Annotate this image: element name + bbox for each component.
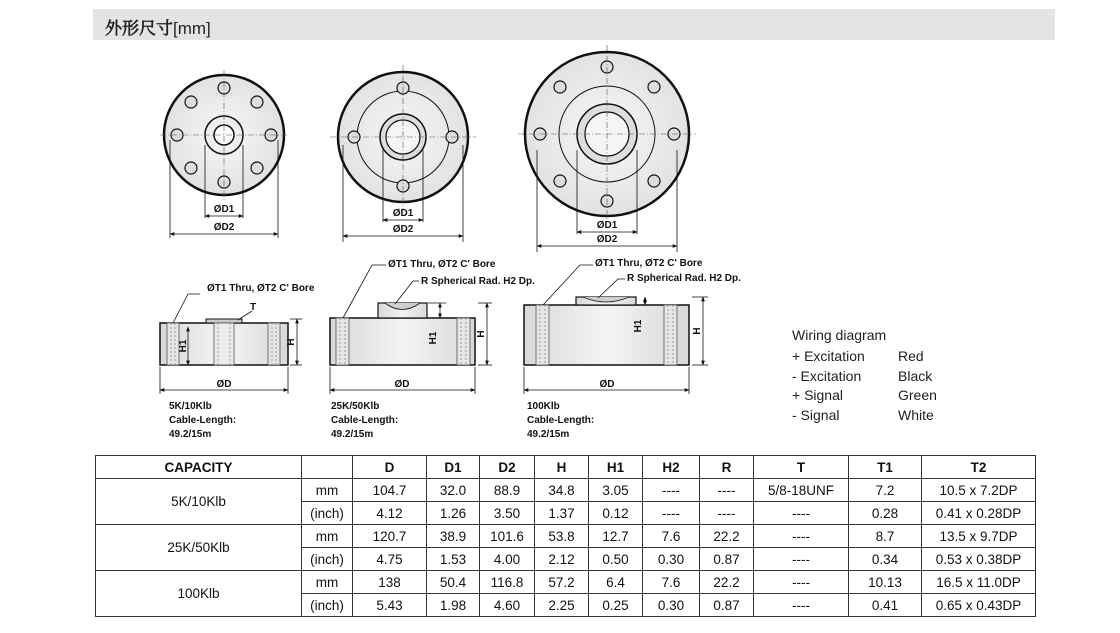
- top-view-3: [518, 45, 696, 252]
- unit-cell: (inch): [302, 548, 353, 571]
- wiring-color: White: [898, 406, 934, 423]
- cell-d2: 4.00: [480, 548, 535, 571]
- table-row: [96, 525, 1036, 548]
- side3-r-label: R Spherical Rad. H2 Dp.: [627, 273, 741, 284]
- cell-h1: 0.50: [589, 548, 643, 571]
- side3-cable-value: 49.2/15m: [527, 429, 570, 440]
- cell-r: 0.87: [700, 594, 754, 617]
- cell-d1: 50.4: [427, 571, 480, 594]
- unit-cell: mm: [302, 479, 353, 502]
- top2-d2-label: ØD2: [392, 224, 414, 235]
- cell-t1: 0.28: [849, 502, 922, 525]
- side1-cable-label: Cable-Length:: [169, 415, 237, 426]
- side2-thru-label: ØT1 Thru, ØT2 C' Bore: [388, 259, 496, 270]
- cell-d: 138: [353, 571, 427, 594]
- unit-cell: mm: [302, 525, 353, 548]
- cell-t: ----: [754, 571, 849, 594]
- cell-t1: 7.2: [849, 479, 922, 502]
- side3-h-label: H: [692, 327, 703, 335]
- cell-h: 2.25: [535, 594, 589, 617]
- cell-t1: 8.7: [849, 525, 922, 548]
- side1-h1-label: H1: [178, 339, 189, 353]
- wiring-diagram: [792, 327, 937, 426]
- unit-cell: mm: [302, 571, 353, 594]
- col-capacity: CAPACITY: [96, 456, 302, 479]
- col-h: H: [535, 456, 589, 479]
- capacity-cell: 25K/50Klb: [96, 525, 302, 571]
- col-r: R: [700, 456, 754, 479]
- wiring-color: Red: [898, 348, 924, 364]
- cell-h2: 0.30: [643, 594, 700, 617]
- title-text: 外形尺寸: [105, 19, 173, 38]
- col-d: D: [353, 456, 427, 479]
- side1-model: 5K/10Klb: [169, 401, 212, 412]
- spec-table: [95, 455, 1036, 617]
- wiring-row: [792, 368, 937, 388]
- capacity-cell: 5K/10Klb: [96, 479, 302, 525]
- cell-h1: 6.4: [589, 571, 643, 594]
- side2-h-label: H: [476, 330, 487, 338]
- side3-h1-label: H1: [633, 319, 644, 333]
- col-h1: H1: [589, 456, 643, 479]
- cell-t: ----: [754, 594, 849, 617]
- wiring-signal: - Excitation: [792, 367, 862, 384]
- cell-t1: 10.13: [849, 571, 922, 594]
- wiring-signal: + Excitation: [792, 348, 865, 364]
- cell-t1: 0.41: [849, 594, 922, 617]
- side-view-2: [330, 259, 535, 440]
- side1-thru-label: ØT1 Thru, ØT2 C' Bore: [207, 283, 315, 294]
- side2-d-label: ØD: [394, 379, 410, 390]
- side-view-3: [524, 258, 741, 440]
- cell-t2: 0.53 x 0.38DP: [922, 548, 1036, 571]
- side3-model: 100Klb: [527, 401, 560, 412]
- cell-d2: 4.60: [480, 594, 535, 617]
- cell-h: 2.12: [535, 548, 589, 571]
- cell-t: ----: [754, 525, 849, 548]
- cell-d: 104.7: [353, 479, 427, 502]
- wiring-row: [792, 407, 937, 427]
- cell-d1: 1.53: [427, 548, 480, 571]
- cell-h: 1.37: [535, 502, 589, 525]
- col-d1: D1: [427, 456, 480, 479]
- unit-cell: (inch): [302, 594, 353, 617]
- cell-d: 120.7: [353, 525, 427, 548]
- wiring-signal: + Signal: [792, 387, 843, 403]
- cell-d2: 3.50: [480, 502, 535, 525]
- cell-r: 0.87: [700, 548, 754, 571]
- side1-d-label: ØD: [216, 379, 232, 390]
- cell-h2: 0.30: [643, 548, 700, 571]
- side3-d-label: ØD: [599, 379, 615, 390]
- cell-h1: 0.25: [589, 594, 643, 617]
- side2-cable-value: 49.2/15m: [331, 429, 374, 440]
- side2-r-label: R Spherical Rad. H2 Dp.: [421, 276, 535, 287]
- table-row: [96, 479, 1036, 502]
- side3-cable-label: Cable-Length:: [527, 415, 595, 426]
- cell-h2: ----: [643, 502, 700, 525]
- cell-d1: 38.9: [427, 525, 480, 548]
- cell-h1: 3.05: [589, 479, 643, 502]
- side3-thru-label: ØT1 Thru, ØT2 C' Bore: [595, 258, 703, 269]
- cell-r: ----: [700, 479, 754, 502]
- top1-d2-label: ØD2: [213, 222, 235, 233]
- cell-d2: 88.9: [480, 479, 535, 502]
- cell-h1: 0.12: [589, 502, 643, 525]
- cell-r: 22.2: [700, 525, 754, 548]
- cell-h: 34.8: [535, 479, 589, 502]
- wiring-color: Black: [898, 367, 933, 384]
- wiring-color: Green: [898, 387, 937, 403]
- cell-d1: 1.98: [427, 594, 480, 617]
- wiring-row: [792, 348, 937, 368]
- table-header-row: [96, 456, 1036, 479]
- cell-r: ----: [700, 502, 754, 525]
- cell-t2: 16.5 x 11.0DP: [922, 571, 1036, 594]
- cell-d1: 32.0: [427, 479, 480, 502]
- cell-h2: 7.6: [643, 571, 700, 594]
- cell-d2: 116.8: [480, 571, 535, 594]
- top-view-2: [330, 65, 476, 242]
- side1-cable-value: 49.2/15m: [169, 429, 212, 440]
- col-t: T: [754, 456, 849, 479]
- cell-h2: ----: [643, 479, 700, 502]
- wiring-row: [792, 387, 937, 407]
- cell-h2: 7.6: [643, 525, 700, 548]
- table-row: [96, 571, 1036, 594]
- cell-t2: 0.65 x 0.43DP: [922, 594, 1036, 617]
- col-h2: H2: [643, 456, 700, 479]
- top-view-1: [160, 70, 288, 238]
- cell-t2: 10.5 x 7.2DP: [922, 479, 1036, 502]
- capacity-cell: 100Klb: [96, 571, 302, 617]
- side1-h-label: H: [286, 338, 297, 346]
- cell-d: 5.43: [353, 594, 427, 617]
- cell-d1: 1.26: [427, 502, 480, 525]
- side-view-1: [160, 283, 315, 440]
- wiring-title: Wiring diagram: [792, 327, 887, 343]
- col-d2: D2: [480, 456, 535, 479]
- side2-model: 25K/50Klb: [331, 401, 380, 412]
- col-t1: T1: [849, 456, 922, 479]
- top3-d2-label: ØD2: [596, 234, 618, 245]
- top1-d1-label: ØD1: [213, 204, 235, 215]
- wiring-signal: - Signal: [792, 406, 840, 423]
- top3-d1-label: ØD1: [596, 220, 618, 231]
- top2-d1-label: ØD1: [392, 208, 414, 219]
- cell-t: ----: [754, 502, 849, 525]
- cell-t: 5/8-18UNF: [754, 479, 849, 502]
- col-unit: [302, 456, 353, 479]
- side2-h1-label: H1: [428, 331, 439, 345]
- cell-t1: 0.34: [849, 548, 922, 571]
- cell-d: 4.12: [353, 502, 427, 525]
- cell-h1: 12.7: [589, 525, 643, 548]
- cell-h: 53.8: [535, 525, 589, 548]
- unit-cell: (inch): [302, 502, 353, 525]
- cell-h: 57.2: [535, 571, 589, 594]
- cell-t2: 0.41 x 0.28DP: [922, 502, 1036, 525]
- col-t2: T2: [922, 456, 1036, 479]
- cell-r: 22.2: [700, 571, 754, 594]
- cell-t: ----: [754, 548, 849, 571]
- title-unit: [mm]: [173, 19, 211, 38]
- side2-cable-label: Cable-Length:: [331, 415, 399, 426]
- cell-d: 4.75: [353, 548, 427, 571]
- cell-d2: 101.6: [480, 525, 535, 548]
- side1-t-label: T: [250, 302, 257, 313]
- cell-t2: 13.5 x 9.7DP: [922, 525, 1036, 548]
